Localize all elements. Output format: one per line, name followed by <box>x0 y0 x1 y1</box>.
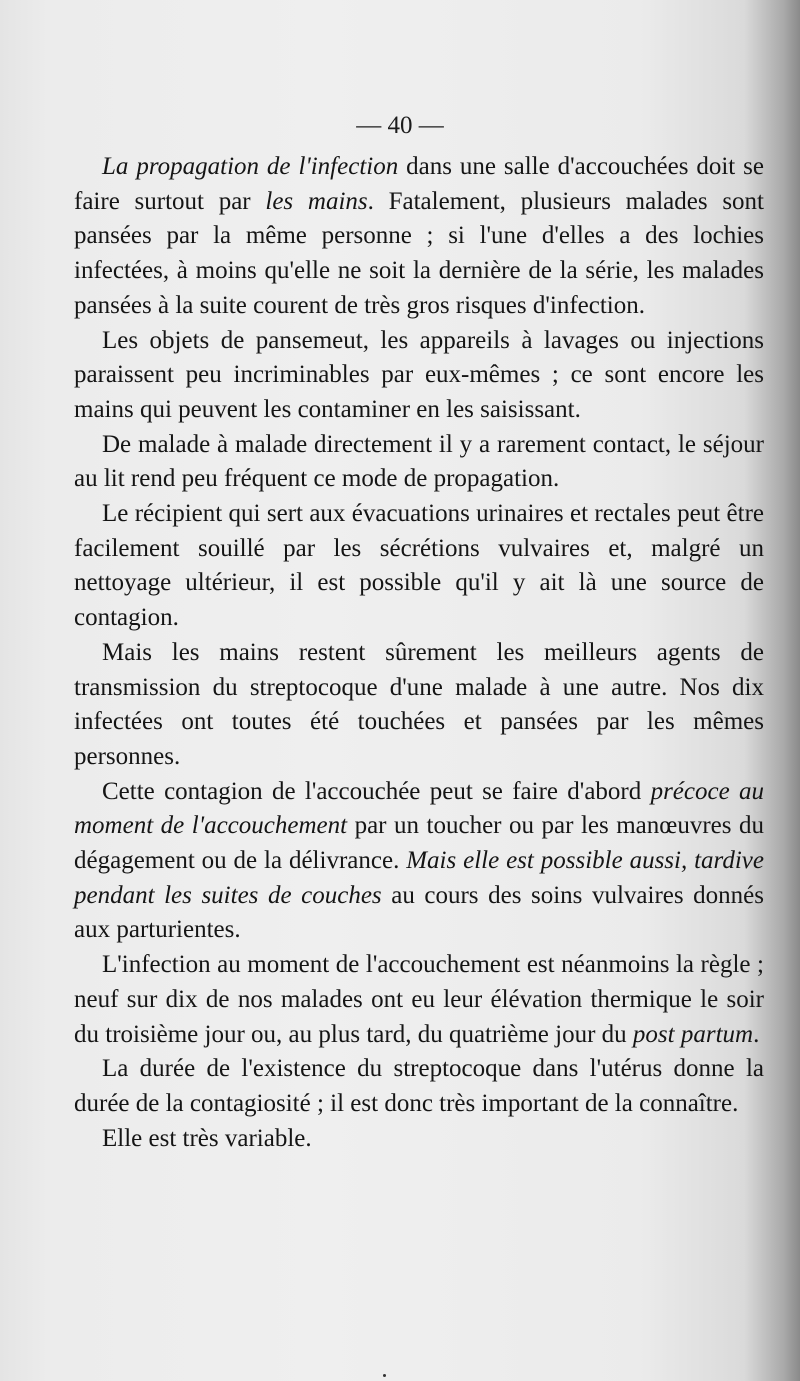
text-run: dans une salle d'accouchées doit se faire surtout par <box>74 153 764 215</box>
text-run: Le récipient qui sert aux évacuations urinaires et rectales peut être facilement souillé par les sécrétions vulvaires et, malgré un nettoyage ultérieur, il est possible qu'il y ait là une source de contagion. <box>74 500 764 632</box>
paragraph <box>74 775 764 949</box>
paragraph <box>74 948 764 1052</box>
paragraph <box>74 150 764 324</box>
paragraph <box>74 636 764 775</box>
paragraph <box>74 1052 764 1121</box>
italic-text: La propagation de l'infection <box>102 153 399 180</box>
paragraph <box>74 1122 764 1157</box>
paragraph <box>74 428 764 497</box>
text-run: par un toucher ou par les manœuvres du dégagement ou de la délivrance. <box>74 812 764 875</box>
text-run: au cours des soins vulvaires donnés aux parturientes. <box>74 881 764 944</box>
italic-text: précoce au moment de l'accouchement <box>74 777 764 840</box>
text-run: Les objets de pansemeut, les appareils à lavages ou injections paraissent peu incriminables par eux-mêmes ; ce sont encore les mains qui peuvent les contaminer en les saisissant. <box>74 326 764 423</box>
paragraph <box>74 497 764 636</box>
text-run: . Fatalement, plusieurs malades sont pansées par la même personne ; si l'une d'elles a des lochies infectées, à moins qu'elle ne soit la dernière de la série, les malades pansées à la suite courent de très gros risques d'infection. <box>74 187 765 319</box>
text-run: De malade à malade directement il y a rarement contact, le séjour au lit rend peu fréquent ce mode de propagation. <box>74 430 764 493</box>
page-number: — 40 — <box>356 112 444 139</box>
italic-text: Mais elle est possible aussi, tardive pendant les suites de couches <box>74 847 764 909</box>
italic-text: post partum <box>632 1020 754 1048</box>
text-run: Cette contagion de l'accouchée peut se faire d'abord <box>102 777 651 805</box>
text-run: Elle est très variable. <box>102 1124 312 1152</box>
text-run: Mais les mains restent sûrement les meilleurs agents de transmission du streptocoque d'une malade à une autre. Nos dix infectées ont toutes été touchées et pansées par les mêmes personnes. <box>74 638 764 770</box>
paragraph <box>74 324 764 428</box>
text-run: . <box>753 1020 760 1048</box>
text-run: La durée de l'existence du streptocoque dans l'utérus donne la durée de la contagiosité ; il est donc très important de la connaître. <box>74 1055 764 1117</box>
text-run: L'infection au moment de l'accouchement est néanmoins la règle ; neuf sur dix de nos malades ont eu leur élévation thermique le soir du troisième jour ou, au plus tard, du quatrième jour du <box>74 951 764 1048</box>
italic-text: les mains <box>265 187 368 215</box>
paper-speck <box>383 1374 386 1377</box>
body-text <box>74 150 764 1156</box>
